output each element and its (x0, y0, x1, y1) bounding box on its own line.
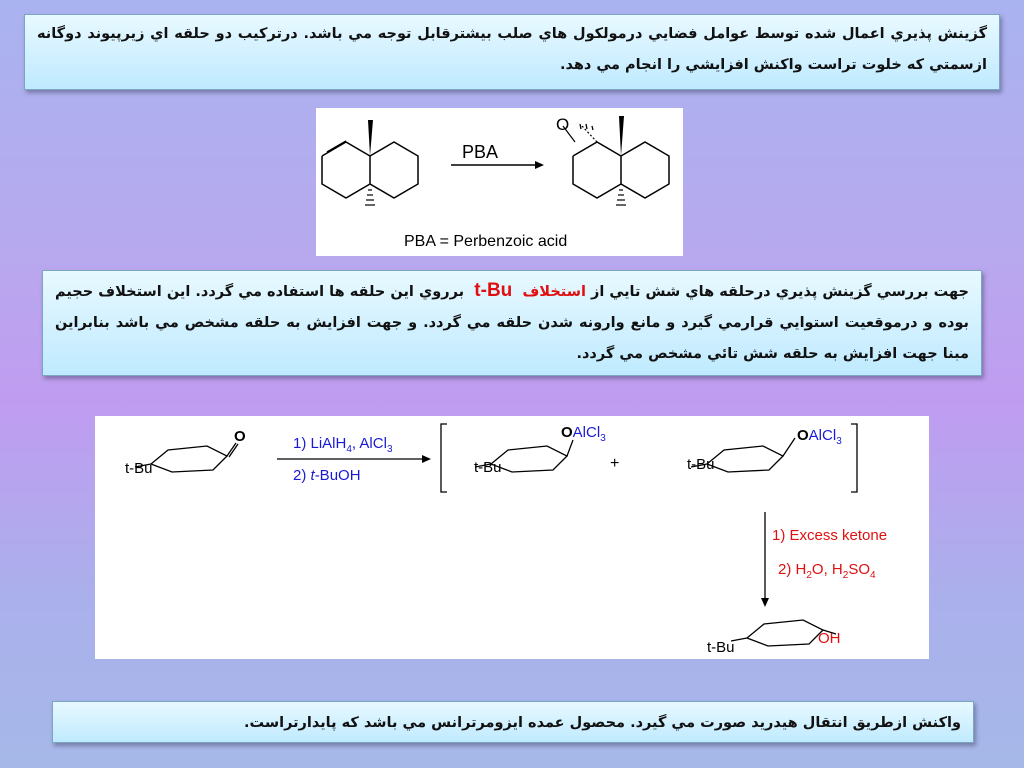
product-oh-label: OH (818, 630, 841, 647)
epoxidation-diagram (316, 108, 683, 256)
substituent-highlight: استخلاف (522, 284, 586, 300)
step1-reagents: 1) LiAlH$_4$, AlCl$_3$ (293, 435, 393, 455)
selectivity-paragraph-box (42, 270, 982, 376)
product-tbu-label: t-Bu (707, 639, 735, 656)
ketone-oxygen-label: O (234, 428, 246, 445)
epoxide-oxygen-label: O (556, 115, 570, 134)
selectivity-text-part2: برروي این حلقه ها استفاده مي گردد. این استخلاف حجیم بوده و درموقعیت استوایي قرارمي گیرد و مانع وارونه شدن حلقه مي گردد. و جهت افزایش به حلقه مشخص مي باشد بنابراین مبنا جهت افزایش به حلقه شش تائي مشخص مي گردد. (55, 284, 969, 362)
intro-paragraph-box (24, 14, 1000, 90)
pba-label: PBA (462, 142, 499, 162)
workup-step1: 1) Excess ketone (772, 527, 888, 544)
axial-alkoxide-label: OAlCl$_3$ (797, 427, 842, 447)
ketone-tbu-label: t-Bu (125, 460, 153, 477)
step2-reagents: 2) t-BuOH (293, 467, 361, 484)
equatorial-alkoxide-label: OAlCl$_3$ (561, 424, 606, 444)
reduction-diagram (95, 416, 929, 659)
reduction-scheme (95, 416, 929, 659)
intro-paragraph-text: گزینش پذیري اعمال شده توسط عوامل فضایي درمولکول هاي صلب بیشترقابل توجه مي باشد. درترکیب دو حلقه اي زیرپیوند دوگانه ازسمتي که خلوت تراست واکنش افزایشي را انجام مي دهد. (37, 26, 987, 73)
epoxidation-scheme (316, 108, 683, 256)
selectivity-text-part1: جهت بررسي گزینش پذیري درحلقه هاي شش تايي از (591, 284, 969, 300)
conclusion-text: واکنش ازطریق انتقال هیدرید صورت مي گیرد. محصول عمده ایزومرترانس مي باشد که پایدارتراست. (243, 715, 961, 731)
equatorial-tbu-label: t-Bu (474, 459, 502, 476)
axial-tbu-label: t-Bu (687, 456, 715, 473)
tbu-group-label: t-Bu (474, 280, 513, 301)
plus-sign: + (610, 455, 620, 472)
workup-step2: 2) $H_2O$, $H_2SO_4$ (778, 561, 876, 581)
pba-footnote: PBA = Perbenzoic acid (404, 233, 568, 250)
conclusion-paragraph-box (52, 701, 974, 743)
